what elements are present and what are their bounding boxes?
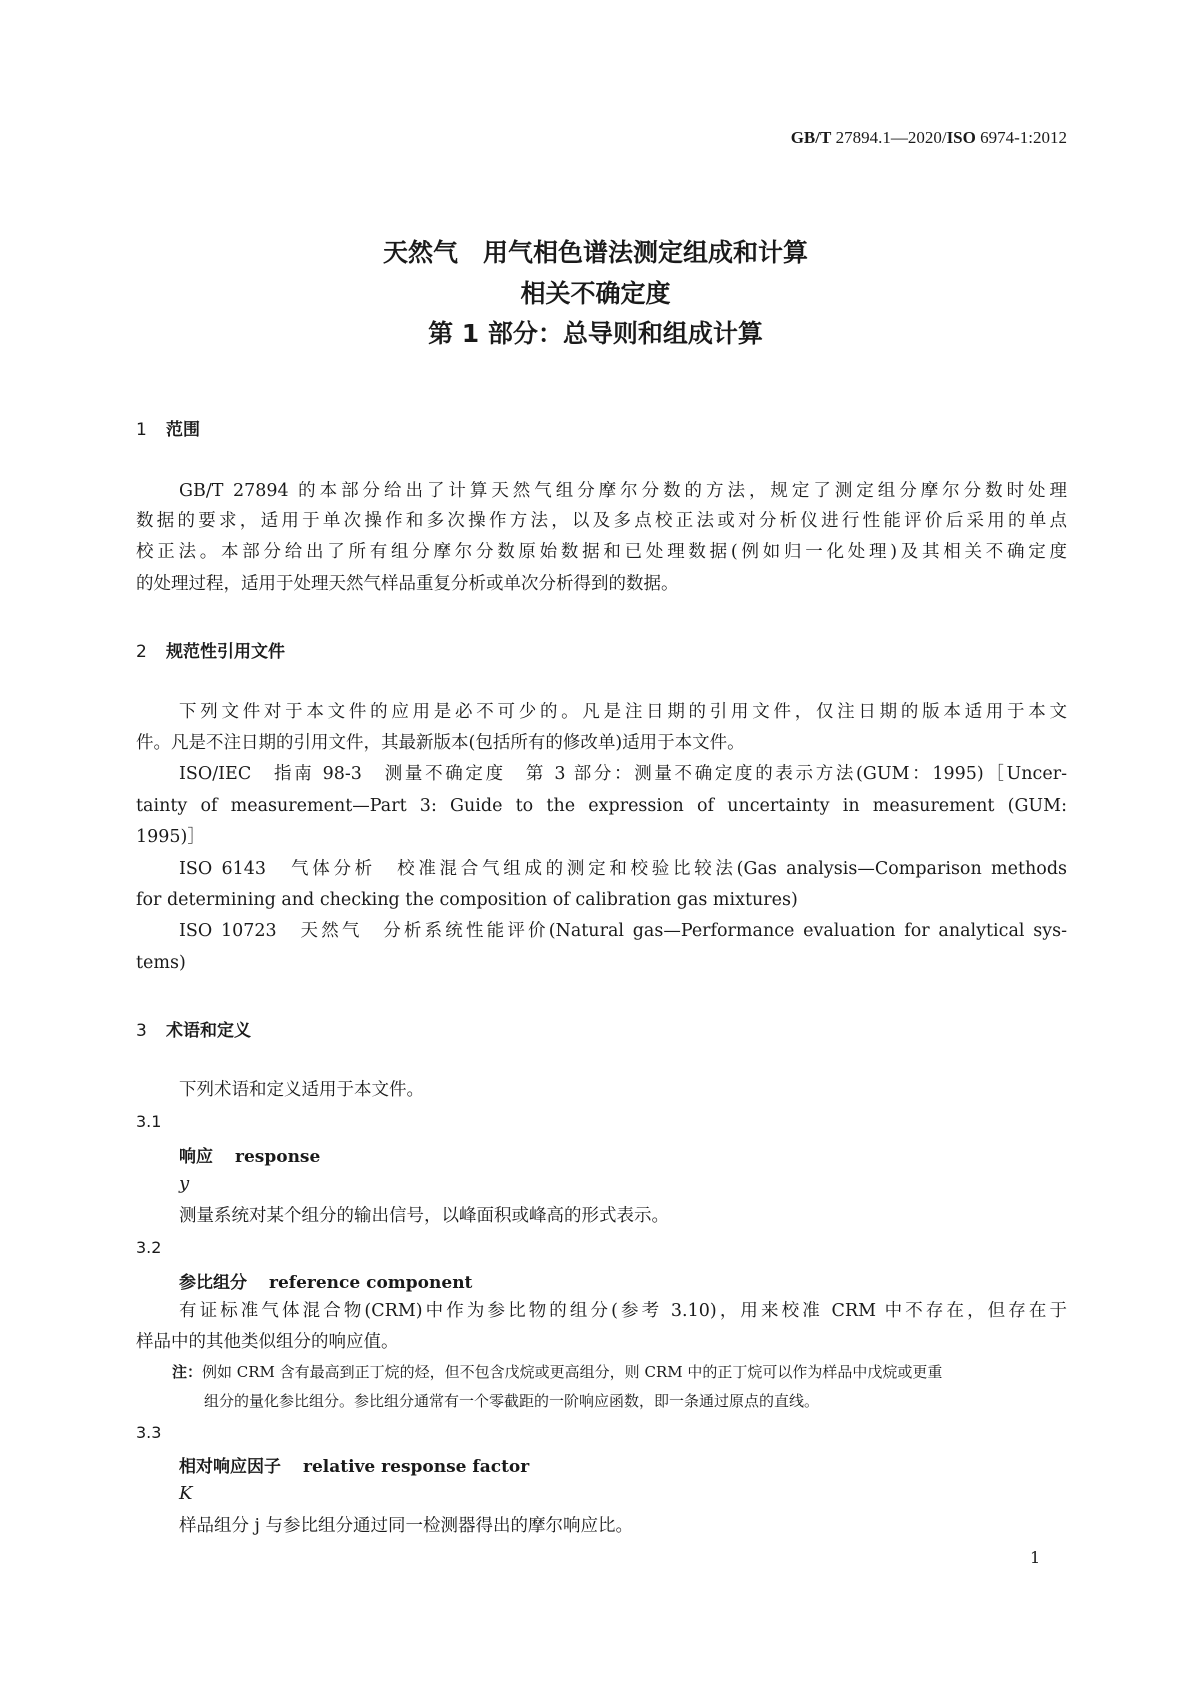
- term-en: response: [235, 1147, 321, 1167]
- iso-number: 6974-1:2012: [975, 128, 1067, 147]
- document-title-line-3: 第 1 部分：总导则和组成计算: [428, 319, 763, 348]
- term-number: 3.2: [136, 1238, 162, 1257]
- std-number: 27894.1—2020/: [831, 128, 947, 147]
- term-zh: 响应: [179, 1147, 213, 1167]
- term-symbol: y: [179, 1173, 190, 1194]
- paragraph-line: 件。凡是不注日期的引用文件，其最新版本(包括所有的修改单)适用于本文件。: [136, 733, 745, 753]
- paragraph-line: 数据的要求，适用于单次操作和多次操作方法，以及多点校正法或对分析仪进行性能评价后采用的单点: [136, 511, 1067, 531]
- paragraph-line: 下列文件对于本文件的应用是必不可少的。凡是注日期的引用文件，仅注日期的版本适用于本文: [179, 702, 1067, 722]
- document-title-line-1: 天然气 用气相色谱法测定组成和计算: [382, 238, 808, 267]
- term-definition: 有证标准气体混合物(CRM)中作为参比物的组分(参考 3.10)，用来校准 CRM 中不存在，但存在于: [179, 1301, 1067, 1321]
- note-text: 例如 CRM 含有最高到正丁烷的烃，但不包含戊烷或更高组分，则 CRM 中的正丁烷可以作为样品中戊烷或更重: [202, 1363, 943, 1381]
- term-definition: 测量系统对某个组分的输出信号，以峰面积或峰高的形式表示。: [179, 1206, 669, 1226]
- term-heading: [179, 1452, 529, 1477]
- reference-line: tainty of measurement—Part 3: Guide to the expression of uncertainty in measurement (GUM:: [136, 796, 1067, 816]
- reference-line: ISO 10723 天然气 分析系统性能评价(Natural gas—Performance evaluation for analytical sys-: [179, 921, 1067, 941]
- section-title: 术语和定义: [166, 1021, 251, 1041]
- reference-line: for determining and checking the composition of calibration gas mixtures): [136, 890, 798, 910]
- page-number: 1: [1030, 1548, 1041, 1567]
- reference-line: ISO 6143 气体分析 校准混合气组成的测定和校验比较法(Gas analysis—Comparison methods: [179, 859, 1067, 879]
- note-continuation: 组分的量化参比组分。参比组分通常有一个零截距的一阶响应函数，即一条通过原点的直线。: [204, 1392, 820, 1410]
- paragraph-line: 的处理过程，适用于处理天然气样品重复分析或单次分析得到的数据。: [136, 574, 679, 594]
- document-header: [791, 128, 1067, 148]
- term-definition: 样品中的其他类似组分的响应值。: [136, 1332, 399, 1352]
- paragraph-line: 校正法。本部分给出了所有组分摩尔分数原始数据和已处理数据(例如归一化处理)及其相关不确定度: [136, 542, 1067, 562]
- reference-line: ISO/IEC 指南 98-3 测量不确定度 第 3 部分：测量不确定度的表示方法(GUM：1995)［Uncer-: [179, 764, 1067, 784]
- term-heading: [179, 1268, 472, 1293]
- term-en: relative response factor: [303, 1457, 530, 1477]
- reference-line: 1995)］: [136, 827, 205, 847]
- term-definition: 样品组分 j 与参比组分通过同一检测器得出的摩尔响应比。: [179, 1516, 634, 1536]
- paragraph-line: 下列术语和定义适用于本文件。: [179, 1080, 424, 1100]
- section-3-heading: [136, 1016, 251, 1041]
- document-title-line-2: 相关不确定度: [520, 279, 671, 308]
- section-number: 2: [136, 642, 147, 662]
- paragraph-line: GB/T 27894 的本部分给出了计算天然气组分摩尔分数的方法，规定了测定组分摩尔分数时处理: [179, 481, 1067, 501]
- section-2-heading: [136, 637, 285, 662]
- term-en: reference component: [269, 1273, 473, 1293]
- std-prefix: GB/T: [790, 128, 832, 147]
- term-zh: 参比组分: [179, 1273, 247, 1293]
- term-zh: 相对响应因子: [179, 1457, 281, 1477]
- term-heading: [179, 1142, 320, 1167]
- section-1-heading: [136, 415, 200, 440]
- section-title: 范围: [166, 420, 200, 440]
- note-label: 注：: [172, 1363, 203, 1381]
- term-number: 3.1: [136, 1112, 162, 1131]
- section-number: 1: [136, 420, 147, 440]
- term-symbol: K: [179, 1483, 193, 1504]
- iso-prefix: ISO: [946, 128, 976, 147]
- section-title: 规范性引用文件: [166, 642, 285, 662]
- term-number: 3.3: [136, 1423, 162, 1442]
- reference-line: tems): [136, 953, 186, 973]
- section-number: 3: [136, 1021, 147, 1041]
- note: [172, 1362, 1067, 1382]
